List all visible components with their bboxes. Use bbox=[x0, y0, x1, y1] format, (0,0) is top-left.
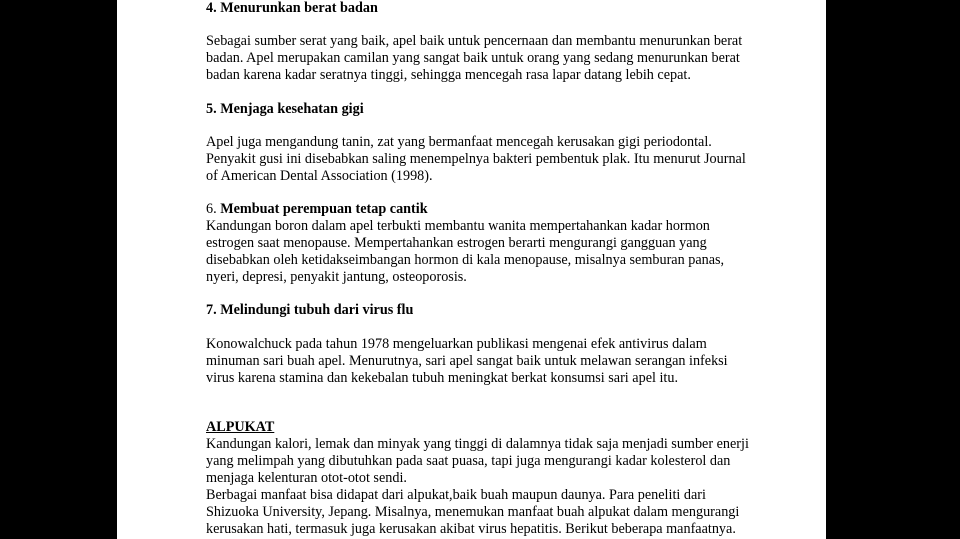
paragraph-line: Kandungan kalori, lemak dan minyak yang tinggi di dalamnya tidak saja menjadi sumber enerji bbox=[206, 436, 749, 452]
paragraph-line: yang melimpah yang dibutuhkan pada saat puasa, tapi juga mengurangi kadar kolesterol dan bbox=[206, 453, 731, 469]
heading-melindungi-tubuh: 7. Melindungi tubuh dari virus flu bbox=[206, 302, 414, 318]
paragraph-line: Shizuoka University, Jepang. Misalnya, menemukan manfaat buah alpukat dalam mengurangi bbox=[206, 504, 740, 520]
paragraph-line: kerusakan hati, termasuk juga kerusakan akibat virus hepatitis. Berikut beberapa manfaatnya. bbox=[206, 521, 736, 537]
paragraph-line: badan. Apel merupakan camilan yang sangat baik untuk orang yang sedang menurunkan berat bbox=[206, 50, 740, 66]
heading-membuat-perempuan-tetap-cantik bbox=[206, 201, 428, 218]
paragraph-line: Sebagai sumber serat yang baik, apel baik untuk pencernaan dan membantu menurunkan berat bbox=[206, 33, 743, 49]
paragraph-line: menjaga kelenturan otot-otot sendi. bbox=[206, 470, 407, 486]
heading-menurunkan-berat-badan: 4. Menurunkan berat badan bbox=[206, 0, 378, 16]
paragraph-line: Konowalchuck pada tahun 1978 mengeluarkan publikasi mengenai efek antivirus dalam bbox=[206, 336, 707, 352]
paragraph-line: Berbagai manfaat bisa didapat dari alpukat,baik buah maupun daunya. Para peneliti dari bbox=[206, 487, 706, 503]
paragraph-line: badan karena kadar seratnya tinggi, sehingga mencegah rasa lapar datang lebih cepat. bbox=[206, 67, 691, 83]
paragraph-line: Kandungan boron dalam apel terbukti membantu wanita mempertahankan kadar hormon bbox=[206, 218, 710, 234]
heading-alpukat: ALPUKAT bbox=[206, 419, 275, 435]
paragraph-line: Apel juga mengandung tanin, zat yang bermanfaat mencegah kerusakan gigi periodontal. bbox=[206, 134, 712, 150]
paragraph-line: nyeri, depresi, penyakit jantung, osteoporosis. bbox=[206, 269, 467, 285]
document-page[interactable] bbox=[117, 0, 826, 539]
paragraph-line: minuman sari buah apel. Menurutnya, sari apel sangat baik untuk melawan serangan infeksi bbox=[206, 353, 728, 369]
paragraph-line: virus karena stamina dan kekebalan tubuh meningkat berkat konsumsi sari apel itu. bbox=[206, 370, 678, 386]
heading-menjaga-kesehatan-gigi: 5. Menjaga kesehatan gigi bbox=[206, 101, 364, 117]
heading-text: Membuat perempuan tetap cantik bbox=[220, 201, 428, 217]
paragraph-line: disebabkan oleh ketidakseimbangan hormon di kala menopause, misalnya semburan panas, bbox=[206, 252, 725, 268]
paragraph-line: Penyakit gusi ini disebabkan saling menempelnya bakteri pembentuk plak. Itu menurut Journal bbox=[206, 151, 746, 167]
paragraph-line: of American Dental Association (1998). bbox=[206, 168, 433, 184]
paragraph-line: estrogen saat menopause. Mempertahankan estrogen berarti mengurangi gangguan yang bbox=[206, 235, 707, 251]
heading-number: 6. bbox=[206, 201, 221, 217]
